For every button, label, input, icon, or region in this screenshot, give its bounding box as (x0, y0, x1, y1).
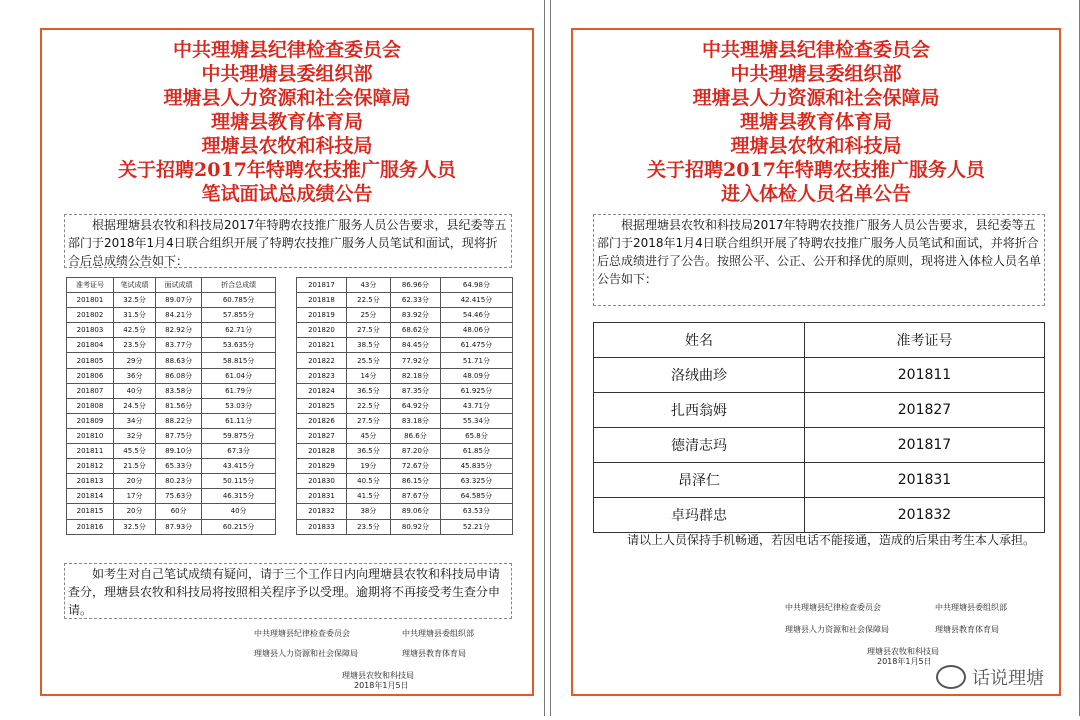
table-row (67, 353, 276, 368)
table-cell: 63.53分 (440, 504, 512, 519)
table-cell: 201803 (67, 323, 114, 338)
left-title-line: 中共理塘县委组织部 (201, 63, 373, 85)
table-row (67, 413, 276, 428)
table-cell: 83.77分 (156, 338, 202, 353)
table-row (297, 383, 513, 398)
table-cell: 201828 (297, 444, 347, 459)
right-date: 2018年1月5日 (877, 657, 932, 666)
table-cell: 14分 (346, 368, 390, 383)
table-cell: 42.5分 (113, 323, 155, 338)
table-cell: 87.67分 (390, 489, 440, 504)
table-cell: 201819 (297, 308, 347, 323)
score-table-a (66, 277, 276, 535)
right-title-line: 中共理塘县委组织部 (730, 63, 902, 85)
table-row (297, 459, 513, 474)
table-cell: 42.415分 (440, 293, 512, 308)
table-cell: 201809 (67, 413, 114, 428)
table-row (67, 308, 276, 323)
signature-agriculture: 理塘县农牧和科技局 (867, 647, 939, 656)
right-page (550, 0, 1080, 716)
table-row (297, 519, 513, 534)
left-title-line: 笔试面试总成绩公告 (201, 183, 373, 205)
table-row (67, 428, 276, 443)
table-cell: 32.5分 (113, 519, 155, 534)
table-cell: 46.315分 (202, 489, 276, 504)
table-cell: 88.63分 (156, 353, 202, 368)
table-cell: 55.34分 (440, 413, 512, 428)
table-cell: 201829 (297, 459, 347, 474)
table-cell: 82.92分 (156, 323, 202, 338)
table-cell: 64.92分 (390, 398, 440, 413)
table-cell: 201816 (67, 519, 114, 534)
table-cell: 45.835分 (440, 459, 512, 474)
table-cell: 36.5分 (346, 383, 390, 398)
table-cell: 201811 (805, 358, 1045, 393)
table-cell: 57.855分 (202, 308, 276, 323)
table-cell: 50.115分 (202, 474, 276, 489)
table-cell: 201832 (297, 504, 347, 519)
table-row (67, 368, 276, 383)
table-cell: 201820 (297, 323, 347, 338)
exam-candidates-table (593, 322, 1045, 533)
table-row (594, 358, 1045, 393)
table-cell: 60.215分 (202, 519, 276, 534)
table-cell: 60.785分 (202, 293, 276, 308)
table-row (297, 474, 513, 489)
table-row (67, 474, 276, 489)
table-cell: 201807 (67, 383, 114, 398)
table-cell: 27.5分 (346, 413, 390, 428)
table-row (297, 428, 513, 443)
table-cell: 48.06分 (440, 323, 512, 338)
column-header-name: 姓名 (594, 323, 805, 358)
table-cell: 201817 (805, 428, 1045, 463)
table-cell: 53.635分 (202, 338, 276, 353)
table-cell: 201806 (67, 368, 114, 383)
table-cell: 201814 (67, 489, 114, 504)
table-cell: 84.21分 (156, 308, 202, 323)
table-cell: 61.04分 (202, 368, 276, 383)
table-cell: 68.62分 (390, 323, 440, 338)
table-row (67, 444, 276, 459)
left-notice-frame (40, 28, 534, 696)
table-cell: 62.33分 (390, 293, 440, 308)
table-cell: 201813 (67, 474, 114, 489)
score-table-b (296, 277, 513, 535)
table-cell: 22.5分 (346, 398, 390, 413)
table-cell: 201833 (297, 519, 347, 534)
table-cell: 38.5分 (346, 338, 390, 353)
table-cell: 201827 (297, 428, 347, 443)
table-cell: 201823 (297, 368, 347, 383)
table-cell: 87.35分 (390, 383, 440, 398)
table-cell: 62.71分 (202, 323, 276, 338)
table-row (67, 323, 276, 338)
table-row (67, 459, 276, 474)
table-cell: 80.23分 (156, 474, 202, 489)
table-cell: 德清志玛 (594, 428, 805, 463)
right-title-line: 理塘县人力资源和社会保障局 (692, 87, 940, 109)
table-row (297, 398, 513, 413)
table-cell: 45分 (346, 428, 390, 443)
watermark-text: 话说理塘 (972, 668, 1044, 689)
table-row (594, 498, 1045, 533)
table-cell: 75.63分 (156, 489, 202, 504)
table-cell: 201830 (297, 474, 347, 489)
table-cell: 87.75分 (156, 428, 202, 443)
table-cell: 201831 (297, 489, 347, 504)
table-row (594, 428, 1045, 463)
table-cell: 32.5分 (113, 293, 155, 308)
left-intro-paragraph: 根据理塘县农牧和科技局2017年特聘农技推广服务人员公告要求，县纪委等五部门于2018年1月4日联合组织开展了特聘农技推广服务人员笔试和面试，现将折合后总成绩公告如下： (64, 214, 512, 268)
table-cell: 86.08分 (156, 368, 202, 383)
column-header: 折合总成绩 (202, 278, 276, 293)
table-cell: 20分 (113, 474, 155, 489)
table-cell: 64.585分 (440, 489, 512, 504)
left-title-block (42, 38, 532, 206)
table-cell: 86.96分 (390, 278, 440, 293)
table-cell: 80.92分 (390, 519, 440, 534)
table-row (67, 504, 276, 519)
left-title-line: 理塘县人力资源和社会保障局 (163, 87, 411, 109)
table-cell: 53.03分 (202, 398, 276, 413)
table-cell: 201811 (67, 444, 114, 459)
table-cell: 21.5分 (113, 459, 155, 474)
table-row (594, 393, 1045, 428)
left-date: 2018年1月5日 (354, 681, 409, 690)
right-title-block (573, 38, 1059, 206)
table-cell: 201801 (67, 293, 114, 308)
column-header: 笔试成绩 (113, 278, 155, 293)
right-title-line: 进入体检人员名单公告 (720, 183, 911, 205)
table-cell: 扎西翁姆 (594, 393, 805, 428)
signature-discipline: 中共理塘县纪律检查委员会 (785, 603, 881, 612)
table-cell: 45.5分 (113, 444, 155, 459)
left-title-line: 理塘县教育体育局 (210, 111, 363, 133)
table-row (67, 398, 276, 413)
table-cell: 61.79分 (202, 383, 276, 398)
right-closing-paragraph: 请以上人员保持手机畅通，若因电话不能接通，造成的后果由考生本人承担。 (603, 533, 1036, 547)
table-cell: 72.67分 (390, 459, 440, 474)
table-cell: 201832 (805, 498, 1045, 533)
table-cell: 31.5分 (113, 308, 155, 323)
table-cell: 52.21分 (440, 519, 512, 534)
table-cell: 23.5分 (346, 519, 390, 534)
table-cell: 201810 (67, 428, 114, 443)
table-cell: 40分 (113, 383, 155, 398)
table-cell: 201815 (67, 504, 114, 519)
table-cell: 61.11分 (202, 413, 276, 428)
table-cell: 20分 (113, 504, 155, 519)
table-cell: 201802 (67, 308, 114, 323)
right-intro-paragraph: 根据理塘县农牧和科技局2017年特聘农技推广服务人员公告要求，县纪委等五部门于2018年1月4日联合组织开展了特聘农技推广服务人员笔试和面试，并将折合后总成绩进行了公告。按照公平、公正、公开和择优的原则，现将进入体检人员名单公告如下： (593, 214, 1045, 306)
table-row (67, 489, 276, 504)
table-cell: 89.07分 (156, 293, 202, 308)
table-cell: 24.5分 (113, 398, 155, 413)
table-row (67, 338, 276, 353)
table-cell: 201825 (297, 398, 347, 413)
right-title-line: 理塘县教育体育局 (739, 111, 892, 133)
table-cell: 83.18分 (390, 413, 440, 428)
table-cell: 54.46分 (440, 308, 512, 323)
table-cell: 86.6分 (390, 428, 440, 443)
right-notice-frame (571, 28, 1061, 696)
table-cell: 87.93分 (156, 519, 202, 534)
table-cell: 201818 (297, 293, 347, 308)
table-cell: 65.33分 (156, 459, 202, 474)
table-cell: 81.56分 (156, 398, 202, 413)
table-row (297, 504, 513, 519)
left-review-note: 如考生对自己笔试成绩有疑问，请于三个工作日内向理塘县农牧和科技局申请查分，理塘县农牧和科技局将按照相关程序予以受理。逾期将不再接受考生查分申请。 (64, 563, 512, 619)
left-page (6, 0, 545, 716)
table-cell: 61.85分 (440, 444, 512, 459)
table-row (297, 308, 513, 323)
watermark (936, 664, 1044, 690)
table-cell: 61.925分 (440, 383, 512, 398)
table-cell: 82.18分 (390, 368, 440, 383)
table-cell: 40.5分 (346, 474, 390, 489)
table-cell: 89.06分 (390, 504, 440, 519)
table-cell: 36分 (113, 368, 155, 383)
table-cell: 卓玛群忠 (594, 498, 805, 533)
table-row (297, 368, 513, 383)
table-cell: 61.475分 (440, 338, 512, 353)
table-cell: 201817 (297, 278, 347, 293)
table-cell: 201827 (805, 393, 1045, 428)
table-cell: 41.5分 (346, 489, 390, 504)
chat-bubble-icon (936, 665, 966, 689)
table-cell: 83.58分 (156, 383, 202, 398)
column-header: 准考证号 (67, 278, 114, 293)
table-cell: 65.8分 (440, 428, 512, 443)
table-row (297, 338, 513, 353)
table-cell: 83.92分 (390, 308, 440, 323)
table-cell: 60分 (156, 504, 202, 519)
table-cell: 43.71分 (440, 398, 512, 413)
table-cell: 64.98分 (440, 278, 512, 293)
table-cell: 201831 (805, 463, 1045, 498)
table-cell: 86.15分 (390, 474, 440, 489)
table-cell: 201805 (67, 353, 114, 368)
signature-hr: 理塘县人力资源和社会保障局 (785, 625, 889, 634)
table-cell: 洛绒曲珍 (594, 358, 805, 393)
table-cell: 51.71分 (440, 353, 512, 368)
column-header: 面试成绩 (156, 278, 202, 293)
table-cell: 88.22分 (156, 413, 202, 428)
table-cell: 19分 (346, 459, 390, 474)
table-cell: 25.5分 (346, 353, 390, 368)
table-cell: 89.10分 (156, 444, 202, 459)
signature-organization: 中共理塘县委组织部 (935, 603, 1007, 612)
table-row (594, 463, 1045, 498)
left-title-line: 中共理塘县纪律检查委员会 (172, 39, 401, 61)
right-title-line: 关于招聘2017年特聘农技推广服务人员 (647, 159, 985, 181)
table-cell: 201821 (297, 338, 347, 353)
table-cell: 77.92分 (390, 353, 440, 368)
signature-hr: 理塘县人力资源和社会保障局 (254, 649, 358, 658)
column-header-exam-number: 准考证号 (805, 323, 1045, 358)
table-cell: 201822 (297, 353, 347, 368)
right-title-line: 理塘县农牧和科技局 (730, 135, 902, 157)
signature-discipline: 中共理塘县纪律检查委员会 (254, 629, 350, 638)
table-cell: 58.815分 (202, 353, 276, 368)
table-row (297, 353, 513, 368)
table-cell: 84.45分 (390, 338, 440, 353)
left-title-line: 关于招聘2017年特聘农技推广服务人员 (118, 159, 456, 181)
table-row (67, 293, 276, 308)
table-cell: 201826 (297, 413, 347, 428)
table-cell: 201824 (297, 383, 347, 398)
table-cell: 36.5分 (346, 444, 390, 459)
table-cell: 201804 (67, 338, 114, 353)
table-cell: 29分 (113, 353, 155, 368)
table-cell: 23.5分 (113, 338, 155, 353)
table-row (297, 413, 513, 428)
table-row (67, 519, 276, 534)
signature-organization: 中共理塘县委组织部 (402, 629, 474, 638)
table-cell: 17分 (113, 489, 155, 504)
table-row (67, 383, 276, 398)
right-title-line: 中共理塘县纪律检查委员会 (701, 39, 930, 61)
table-cell: 48.09分 (440, 368, 512, 383)
table-cell: 43.415分 (202, 459, 276, 474)
table-cell: 昂泽仁 (594, 463, 805, 498)
signature-agriculture: 理塘县农牧和科技局 (342, 671, 414, 680)
table-cell: 87.20分 (390, 444, 440, 459)
table-cell: 27.5分 (346, 323, 390, 338)
table-row (297, 278, 513, 293)
left-title-line: 理塘县农牧和科技局 (201, 135, 373, 157)
table-cell: 25分 (346, 308, 390, 323)
table-cell: 63.325分 (440, 474, 512, 489)
table-cell: 43分 (346, 278, 390, 293)
table-cell: 22.5分 (346, 293, 390, 308)
table-cell: 32分 (113, 428, 155, 443)
table-cell: 201808 (67, 398, 114, 413)
table-cell: 67.3分 (202, 444, 276, 459)
table-row (297, 293, 513, 308)
table-cell: 38分 (346, 504, 390, 519)
table-cell: 201812 (67, 459, 114, 474)
signature-education: 理塘县教育体育局 (402, 649, 466, 658)
table-cell: 34分 (113, 413, 155, 428)
signature-education: 理塘县教育体育局 (935, 625, 999, 634)
table-cell: 59.875分 (202, 428, 276, 443)
table-row (297, 444, 513, 459)
table-header-row (67, 278, 276, 293)
table-row (297, 489, 513, 504)
table-row (297, 323, 513, 338)
table-cell: 40分 (202, 504, 276, 519)
